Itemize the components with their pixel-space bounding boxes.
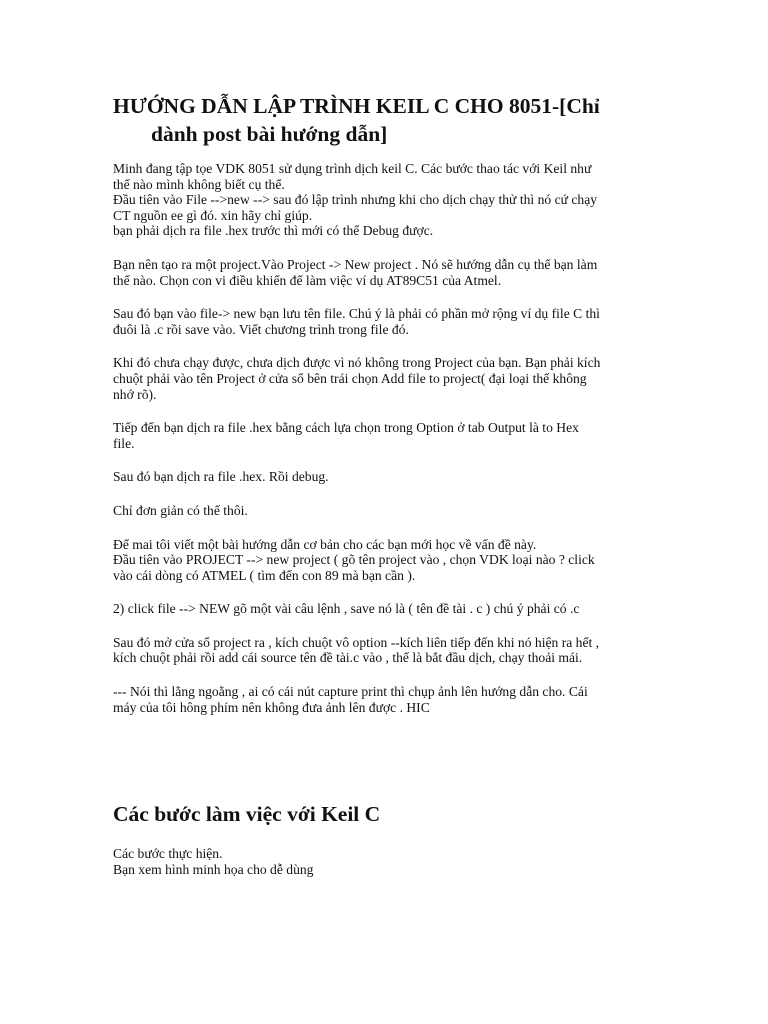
text-line: Sau đó bạn dịch ra file .hex. Rồi debug. — [113, 469, 329, 485]
section-body — [113, 846, 658, 877]
text-line: 2) click file --> NEW gõ một vài câu lệnh , save nó là ( tên đề tài . c ) chú ý phải có .c — [113, 601, 580, 617]
text-line: máy của tôi hông phím nên không đưa ảnh lên được . HIC — [113, 699, 430, 715]
paragraph — [113, 601, 658, 617]
text-line: Khi đó chưa chạy được, chưa dịch được vì nó không trong Project của bạn. Bạn phải kích — [113, 355, 601, 371]
text-line: chuột phải vào tên Project ở cửa sổ bên trái chọn Add file to project( đại loại thế không — [113, 370, 587, 386]
text-line: CT nguồn ee gì đó. xin hãy chỉ giúp. — [113, 207, 313, 223]
text-line: Đầu tiên vào File -->new --> sau đó lập trình nhưng khi cho dịch chạy thử thì nó cứ chạy — [113, 192, 598, 208]
text-line: file. — [113, 435, 135, 451]
paragraph — [113, 503, 658, 519]
text-line: Tiếp đến bạn dịch ra file .hex bằng cách lựa chọn trong Option ở tab Output là to Hex — [113, 420, 579, 436]
paragraph — [113, 420, 658, 451]
text-line: Sau đó bạn vào file-> new bạn lưu tên file. Chú ý là phải có phần mở rộng ví dụ file C thì — [113, 306, 600, 322]
paragraph — [113, 257, 658, 288]
text-line: Chỉ đơn giản có thế thôi. — [113, 502, 248, 518]
text-line: Minh đang tập tọe VDK 8051 sử dụng trình dịch keil C. Các bước thao tác với Keil như — [113, 161, 592, 176]
section-heading: Các bước làm việc với Keil C — [113, 802, 381, 826]
paragraph — [113, 469, 658, 485]
title-line-1: HƯỚNG DẪN LẬP TRÌNH KEIL C CHO 8051-[Chỉ — [113, 94, 600, 118]
paragraph — [113, 161, 658, 239]
paragraph — [113, 635, 658, 666]
text-line: nhớ rõ). — [113, 386, 157, 402]
title-line-2: dành post bài hướng dẫn] — [151, 122, 388, 146]
text-line: đuôi là .c rồi save vào. Viết chương trình trong file đó. — [113, 321, 409, 337]
text-line: bạn phải dịch ra file .hex trước thì mới có thể Debug được. — [113, 223, 434, 239]
text-line: Đầu tiên vào PROJECT --> new project ( gõ tên project vào , chọn VDK loại nào ? click — [113, 552, 595, 568]
page-title — [113, 92, 673, 148]
text-line: vào cái dòng có ATMEL ( tìm đến con 89 mà bạn cần ). — [113, 567, 416, 583]
text-line: thế nào. Chọn con vi điều khiển để làm việc ví dụ AT89C51 của Atmel. — [113, 272, 502, 288]
paragraph — [113, 306, 658, 337]
document-body — [113, 161, 658, 733]
text-line: thế nào mình không biết cụ thể. — [113, 176, 285, 192]
text-line: Các bước thực hiện. — [113, 846, 223, 861]
text-line: Sau đó mở cửa sổ project ra , kích chuột vô option --kích liên tiếp đến khi nó hiện ra hết , — [113, 634, 600, 650]
text-line: Bạn nên tạo ra một project.Vào Project -> New project . Nó sẽ hướng dẫn cụ thể bạn làm — [113, 256, 598, 272]
text-line: --- Nói thì lằng ngoằng , ai có cái nút capture print thì chụp ảnh lên hướng dẫn cho. Cái — [113, 684, 588, 700]
paragraph — [113, 355, 658, 402]
paragraph — [113, 537, 658, 584]
text-line: Để mai tôi viết một bài hướng dẫn cơ bản cho các bạn mới học về vấn đề này. — [113, 536, 537, 552]
paragraph — [113, 684, 658, 715]
text-line: Bạn xem hình minh họa cho dễ dùng — [113, 861, 314, 877]
text-line: kích chuột phải rồi add cái source tên đề tài.c vào , thế là bắt đầu dịch, chạy thoải mái. — [113, 650, 583, 666]
